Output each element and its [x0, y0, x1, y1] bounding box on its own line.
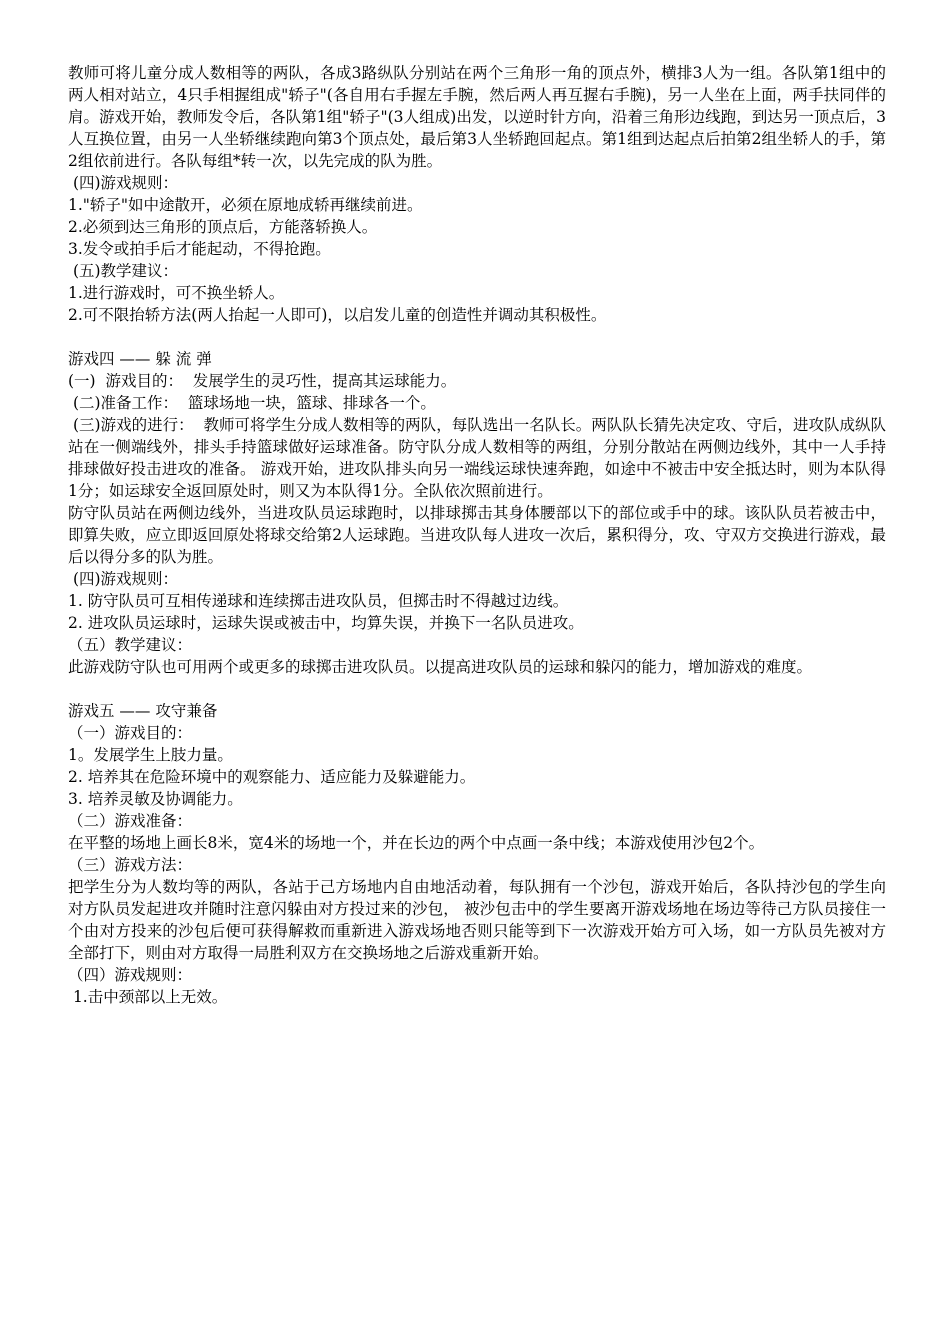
section-gap: [68, 678, 886, 700]
game4-rules-heading: (四)游戏规则：: [68, 570, 179, 588]
game5-method: 把学生分为人数均等的两队，各站于己方场地内自由地活动着，每队拥有一个沙包，游戏开始后，各队持沙包的学生向对方队员发起进攻并随时注意闪躲由对方投过来的沙包， 被沙包击中的学生要离开游戏场地在场边等待己方队员接住一个由对方投来的沙包后便可获得解救而重新进入游戏场地否则只能等到下一次游戏开始方可入场，如一方队员先被对方全部打下，则由对方取得一局胜利双方在交换场地之后游戏重新开始。: [68, 878, 886, 962]
game3-suggestion-2: 2.可不限抬轿方法(两人抬起一人即可)，以启发儿童的创造性并调动其积极性。: [68, 306, 607, 324]
game5-purpose-3: 3. 培养灵敏及协调能力。: [68, 790, 243, 808]
game3-rule-1: 1."轿子"如中途散开，必须在原地成轿再继续前进。: [68, 196, 423, 214]
game5-prep-heading: （二）游戏准备：: [68, 812, 193, 830]
game4-suggestion: 此游戏防守队也可用两个或更多的球掷击进攻队员。以提高进攻队员的运球和躲闪的能力，增加游戏的难度。: [68, 658, 813, 676]
game4-process-2: 防守队员站在两侧边线外，当进攻队员运球跑时，以排球掷击其身体腰部以下的部位或手中的球。该队队员若被击中，即算失败，应立即返回原处将球交给第2人运球跑。当进攻队每人进攻一次后，累积得分，攻、守双方交换进行游戏，最后以得分多的队为胜。: [68, 504, 886, 566]
game3-rule-3: 3.发令或拍手后才能起动，不得抢跑。: [68, 240, 331, 258]
game5-method-heading: （三）游戏方法：: [68, 856, 193, 874]
game3-suggest-heading: (五)教学建议：: [68, 262, 179, 280]
game5-purpose-1: 1。发展学生上肢力量。: [68, 746, 233, 764]
game3-suggestion-1: 1.进行游戏时，可不换坐轿人。: [68, 284, 285, 302]
game5-purpose-2: 2. 培养其在危险环境中的观察能力、适应能力及躲避能力。: [68, 768, 476, 786]
game4-prep: (二)准备工作： 篮球场地一块，篮球、排球各一个。: [68, 394, 436, 412]
game5-rules-heading: （四）游戏规则：: [68, 966, 193, 984]
game5-prep: 在平整的场地上画长8米，宽4米的场地一个，并在长边的两个中点画一条中线；本游戏使用沙包2个。: [68, 834, 765, 852]
game5-title: 游戏五 —— 攻守兼备: [68, 702, 218, 720]
game4-rule-1: 1. 防守队员可互相传递球和连续掷击进攻队员，但掷击时不得越过边线。: [68, 592, 569, 610]
game3-rules-heading: (四)游戏规则：: [68, 174, 179, 192]
section-gap: [68, 326, 886, 348]
game4-suggest-heading: （五）教学建议：: [68, 636, 193, 654]
game4-rule-2: 2. 进攻队员运球时，运球失误或被击中，均算失误，并换下一名队员进攻。: [68, 614, 584, 632]
game4-purpose: (一) 游戏目的： 发展学生的灵巧性，提高其运球能力。: [68, 372, 457, 390]
game4-title: 游戏四 —— 躲 流 弹: [68, 350, 212, 368]
game5-rule-1: 1.击中颈部以上无效。: [68, 988, 228, 1006]
game4-process: (三)游戏的进行： 教师可将学生分成人数相等的两队，每队选出一名队长。两队队长猜先决定攻、守后，进攻队成纵队站在一侧端线外，排头手持篮球做好运球准备。防守队分成人数相等的两组，分别分散站在两侧边线外，其中一人手持排球做好投击进攻的准备。 游戏开始，进攻队排头向另一端线运球快速奔跑，如途中不被击中安全抵达时，则为本队得1分；如运球安全返回原处时，则又为本队得1分。全队依次照前进行。: [68, 416, 887, 500]
game5-purpose-heading: （一）游戏目的：: [68, 724, 193, 742]
game3-method: 教师可将儿童分成人数相等的两队，各成3路纵队分别站在两个三角形一角的顶点外，横排3人为一组。各队第1组中的两人相对站立，4只手相握组成"轿子"(各自用右手握左手腕，然后两人再互握右手腕)，另一人坐在上面，两手扶同伴的肩。游戏开始，教师发令后，各队第1组"轿子"(3人组成)出发，以逆时针方向，沿着三角形边线跑，到达另一顶点后，3人互换位置，由另一人坐轿继续跑向第3个顶点处，最后第3人坐轿跑回起点。第1组到达起点后拍第2组坐轿人的手，第2组依前进行。各队每组*转一次，以先完成的队为胜。: [68, 64, 886, 170]
game3-rule-2: 2.必须到达三角形的顶点后，方能落轿换人。: [68, 218, 378, 236]
document-page: [68, 62, 886, 1008]
